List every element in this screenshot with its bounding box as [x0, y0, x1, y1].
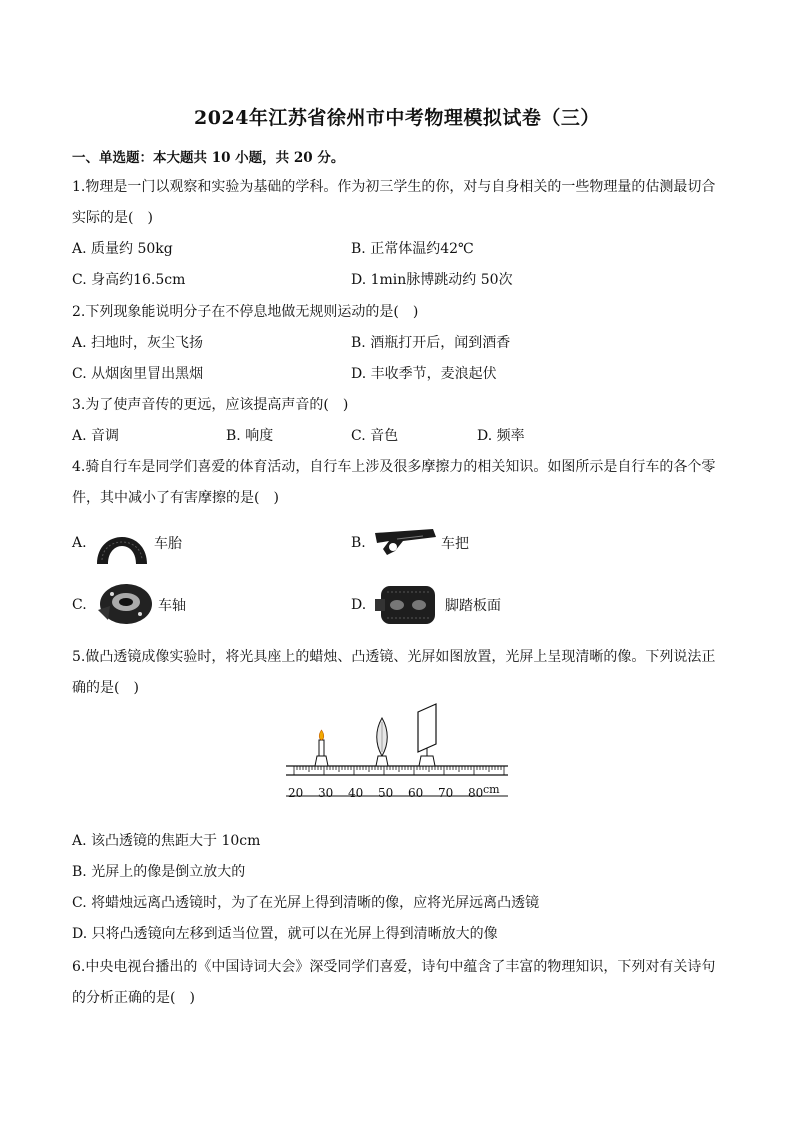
bench-ticks [294, 766, 504, 775]
option-name: 车轴 [158, 598, 186, 614]
question-3-option-d[interactable]: D. 频率 [477, 428, 525, 444]
question-2-option-c[interactable]: C. 从烟囱里冒出黑烟 [72, 366, 204, 382]
question-4-option-b[interactable] [351, 527, 469, 559]
question-2-option-a[interactable]: A. 扫地时，灰尘飞扬 [72, 335, 204, 351]
question-2-option-d[interactable]: D. 丰收季节，麦浪起伏 [351, 366, 497, 382]
question-5-stem-cont: 确的是( ) [72, 680, 139, 696]
convex-lens [376, 718, 388, 766]
question-3-option-a[interactable]: A. 音调 [72, 428, 120, 444]
question-2-stem: 2.下列现象能说明分子在不停息地做无规则运动的是( ) [72, 304, 419, 320]
question-3-stem: 3.为了使声音传的更远，应该提高声音的( ) [72, 397, 349, 413]
option-name: 车把 [441, 536, 469, 552]
question-5-option-c[interactable]: C. 将蜡烛远离凸透镜时，为了在光屏上得到清晰的像，应将光屏远离凸透镜 [72, 895, 540, 911]
option-letter: A. [72, 535, 87, 551]
scale-unit: cm [483, 783, 500, 796]
scale-label: 80 [468, 786, 484, 800]
tire-image [94, 520, 150, 566]
optical-bench-diagram [284, 700, 512, 798]
scale-label: 60 [408, 786, 424, 800]
question-4-option-a[interactable] [72, 520, 182, 566]
question-1-option-a[interactable]: A. 质量约 50kg [72, 241, 173, 257]
question-1-option-b[interactable]: B. 正常体温约42℃ [351, 241, 474, 257]
light-screen [418, 704, 436, 766]
scale-label: 40 [348, 786, 364, 800]
scale-label: 50 [378, 786, 394, 800]
scale-label: 70 [438, 786, 454, 800]
question-4-stem: 4.骑自行车是同学们喜爱的体育活动，自行车上涉及很多摩擦力的相关知识。如图所示是自行车的各个零 [72, 459, 716, 475]
question-4-option-c[interactable] [72, 580, 186, 630]
option-name: 脚踏板面 [445, 598, 501, 614]
section-heading: 一、单选题：本大题共 10 小题，共 20 分。 [72, 150, 345, 166]
option-letter: C. [72, 597, 87, 613]
option-name: 车胎 [154, 536, 182, 552]
question-3-option-b[interactable]: B. 响度 [226, 428, 274, 444]
handlebar-image [373, 527, 437, 559]
scale-label: 30 [318, 786, 334, 800]
question-5-stem: 5.做凸透镜成像实验时，将光具座上的蜡烛、凸透镜、光屏如图放置，光屏上呈现清晰的像。下列说法正 [72, 649, 716, 665]
question-5-option-a[interactable]: A. 该凸透镜的焦距大于 10cm [72, 833, 261, 849]
question-5-option-b[interactable]: B. 光屏上的像是倒立放大的 [72, 864, 246, 880]
scale-label: 20 [288, 786, 304, 800]
question-1-option-d[interactable]: D. 1min脉博跳动约 50次 [351, 272, 513, 288]
question-1-stem: 1.物理是一门以观察和实验为基础的学科。作为初三学生的你，对与自身相关的一些物理量的估测最切合 [72, 179, 716, 195]
question-4-stem-cont: 件，其中减小了有害摩擦的是( ) [72, 490, 279, 506]
question-6-stem-cont: 的分析正确的是( ) [72, 990, 195, 1006]
pedal-image [373, 582, 441, 628]
question-3-option-c[interactable]: C. 音色 [351, 428, 399, 444]
question-1-stem-cont: 实际的是( ) [72, 210, 153, 226]
candle [315, 730, 328, 766]
question-6-stem: 6.中央电视台播出的《中国诗词大会》深受同学们喜爱，诗句中蕴含了丰富的物理知识，下列对有关诗句 [72, 959, 716, 975]
exam-title: 2024年江苏省徐州市中考物理模拟试卷（三） [194, 107, 600, 129]
axle-bearing-image [94, 580, 154, 630]
question-1-option-c[interactable]: C. 身高约16.5cm [72, 272, 186, 288]
option-letter: B. [351, 535, 366, 551]
question-5-option-d[interactable]: D. 只将凸透镜向左移到适当位置，就可以在光屏上得到清晰放大的像 [72, 926, 498, 942]
question-2-option-b[interactable]: B. 酒瓶打开后，闻到酒香 [351, 335, 511, 351]
question-4-option-d[interactable] [351, 582, 501, 628]
option-letter: D. [351, 597, 367, 613]
